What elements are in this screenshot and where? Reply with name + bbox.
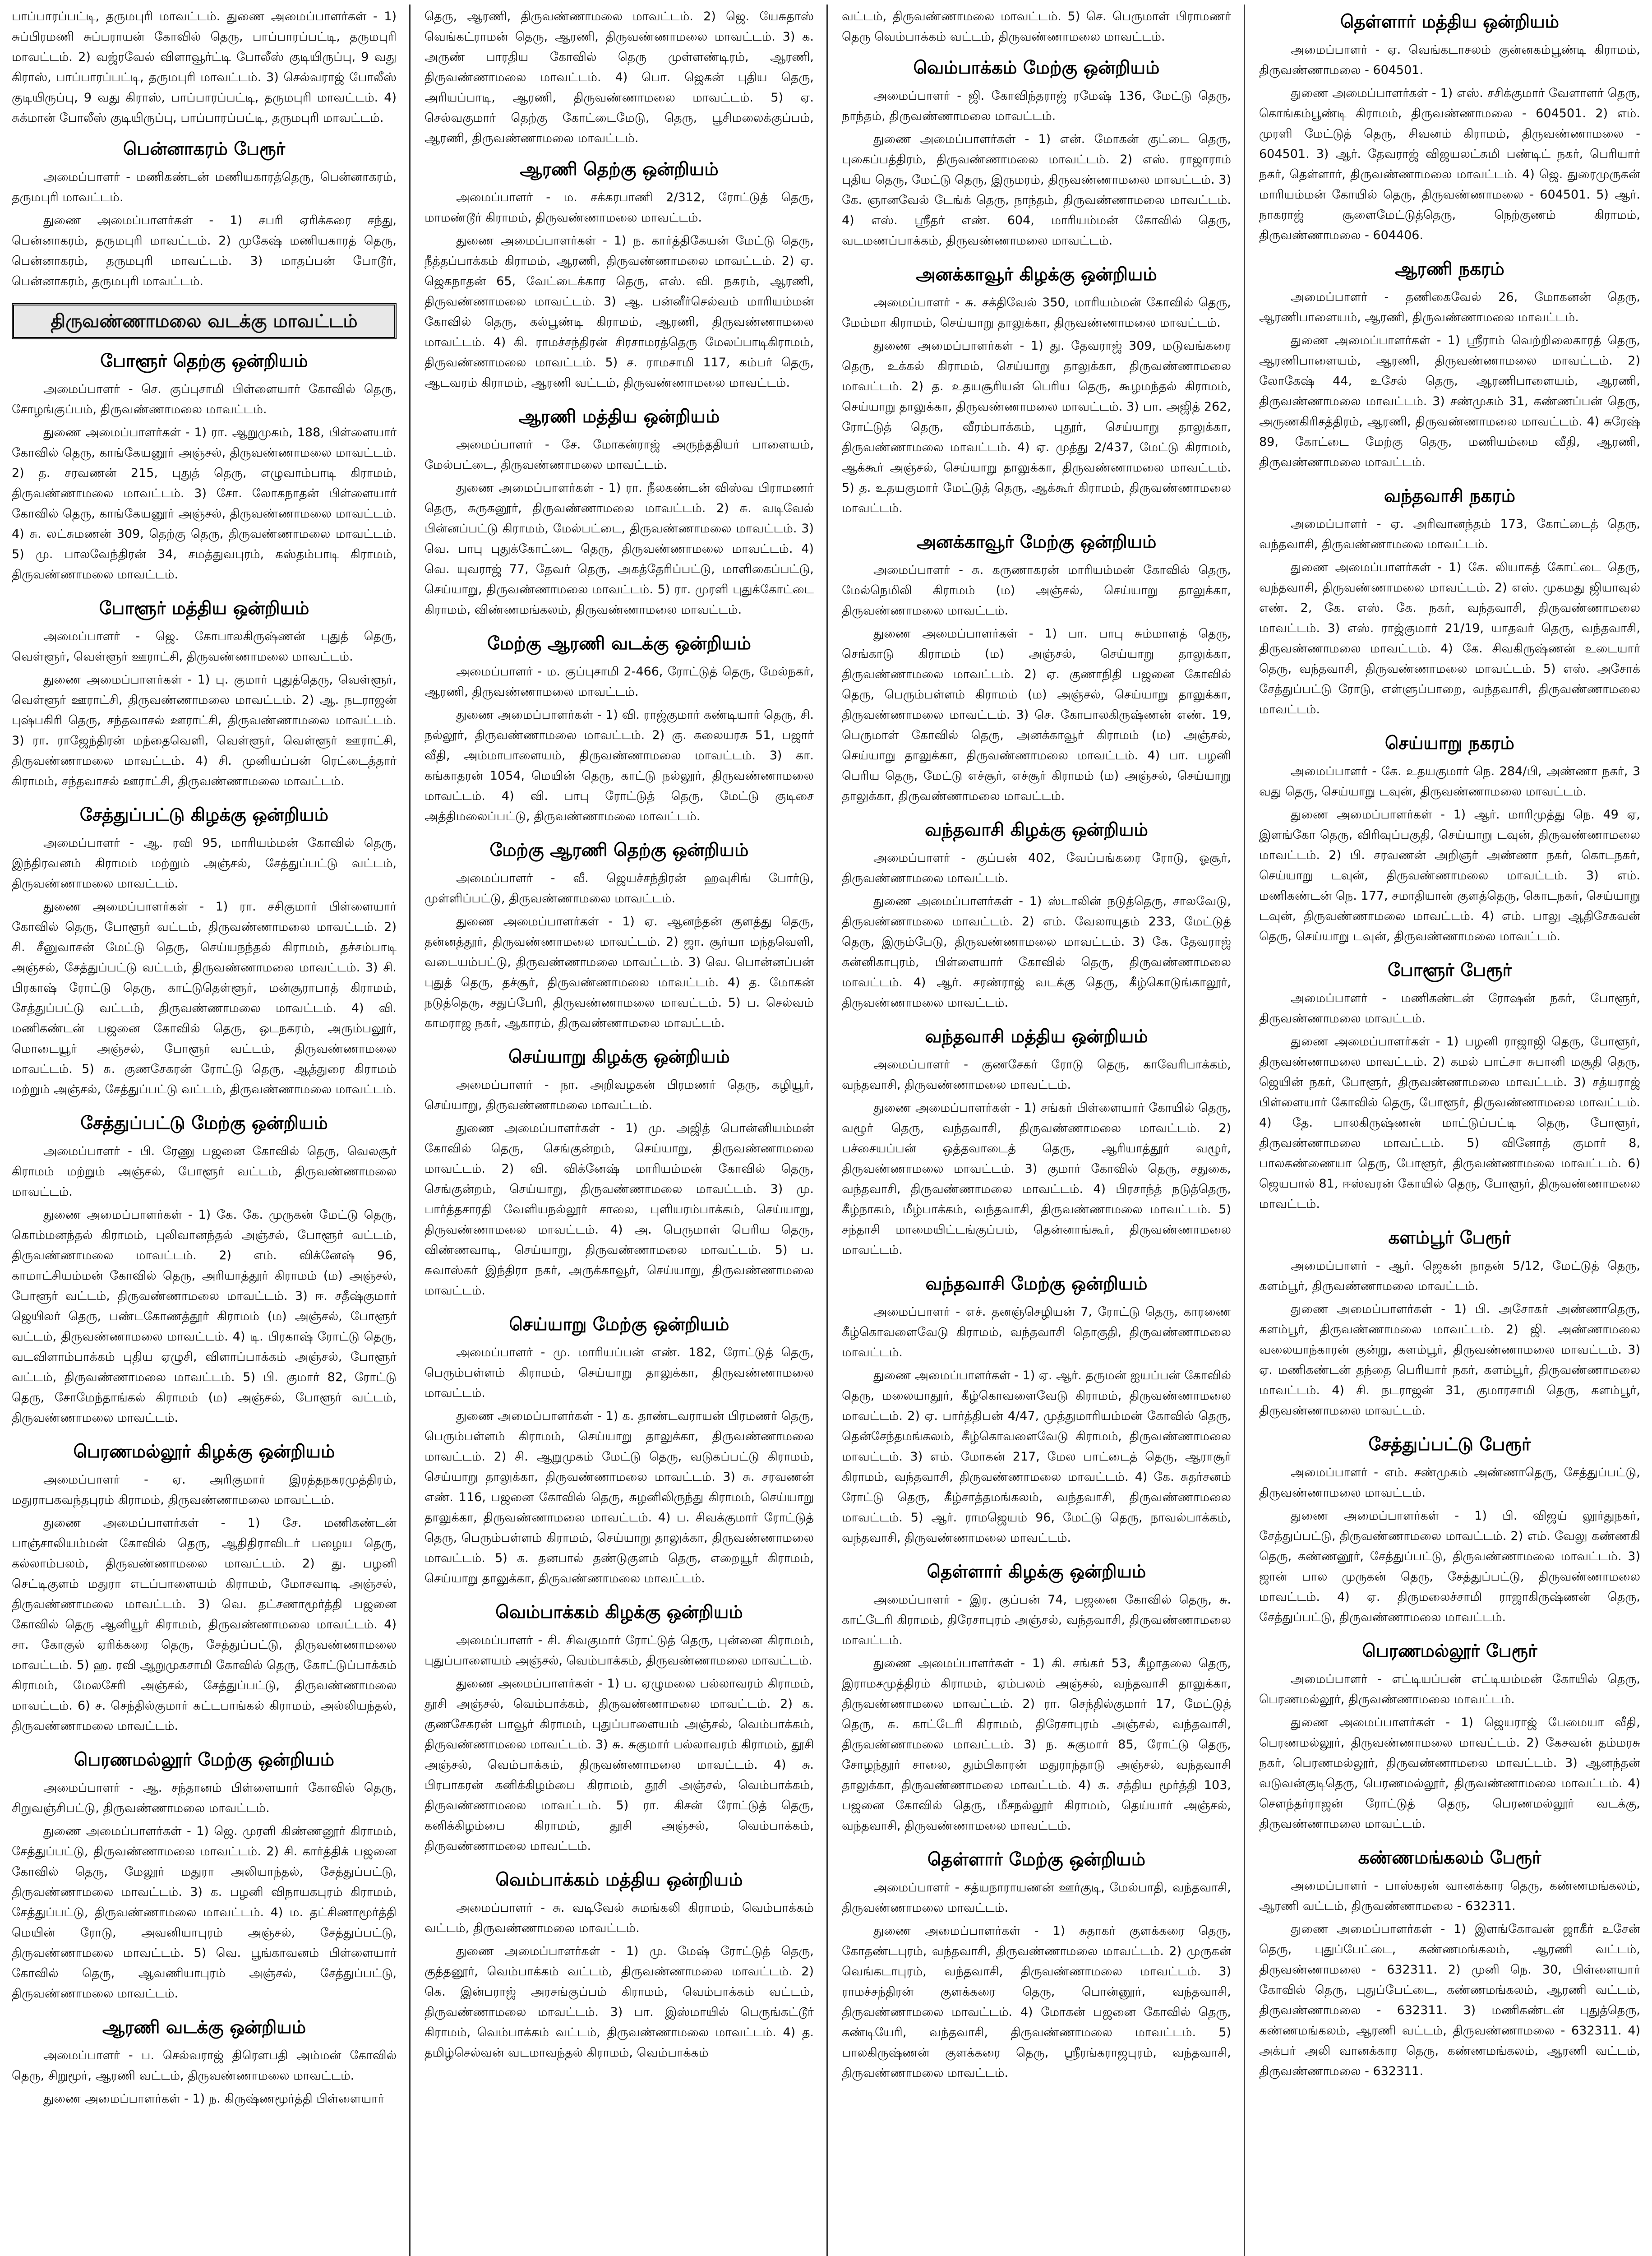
organizer-entry: அமைப்பாளர் - சு. கருணாகரன் மாரியம்மன் கோவில் தெரு, மேல்நெமிலி கிராமம் (ம) அஞ்சல், செய்யாறு தாலுக்கா, திருவண்ணாமலை மாவட்டம். [842, 563, 1231, 618]
deputy-organizers-entry: துணை அமைப்பாளர்கள் - 1) சங்கர் பிள்ளையார் கோயில் தெரு, வழூர் தெரு, வந்தவாசி, திருவண்ணாமலை மாவட்டம். 2) பச்சையப்பன் ஒத்தவாடைத் தெரு, ஆரியாத்தூர் வழூர், திருவண்ணாமலை மாவட்டம். 3) குமார் கோவில் தெரு, சதுகை, வந்தவாசி, திருவண்ணாமலை மாவட்டம். 4) பிரசாந்த் நடுத்தெரு, கீழ்நாகம், மீழ்பாக்கம், வந்தவாசி, திருவண்ணாமலை மாவட்டம். 5) சந்தாசி மாமையிட்டங்குப்பம், தென்னாங்கூர், திருவண்ணாமலை மாவட்டம். [842, 1101, 1231, 1257]
column-2 [413, 0, 826, 2256]
organizer-entry: அமைப்பாளர் - சே. மோகன்ராஜ் அருந்ததியர் பாளையம், மேல்பட்டை, திருவண்ணாமலை மாவட்டம். [425, 438, 814, 472]
union-section [425, 1313, 814, 1589]
section-heading: தெள்ளார் மேற்கு ஒன்றியம் [928, 1849, 1145, 1870]
organizer-entry: அமைப்பாளர் - சி. சிவகுமார் ரோட்டுத் தெரு, புன்னை கிராமம், புதுப்பாளையம் அஞ்சல், வெம்பாக்கம், திருவண்ணாமலை மாவட்டம். [425, 1633, 814, 1668]
union-section [425, 405, 814, 620]
deputy-organizers-entry: துணை அமைப்பாளர்கள் - 1) ஸ்டாலின் நடுத்தெரு, சாலவேடு, திருவண்ணாமலை மாவட்டம். 2) எம். வேலாயுதம் 233, மேட்டுத் தெரு, இரும்பேடு, திருவண்ணாமலை மாவட்டம். 3) கே. தேவராஜ் கன்னிகாபுரம், பிள்ளையார் கோவில் தெரு, திருவண்ணாமலை மாவட்டம். 4) ஆர். சரண்ராஜ் வடக்கு தெரு, கீழ்கொடுங்காலூர், திருவண்ணாமலை மாவட்டம். [842, 894, 1231, 1010]
section-heading: சேத்துப்பட்டு மேற்கு ஒன்றியம் [80, 1113, 328, 1133]
organizer-entry: அமைப்பாளர் - செ. குப்புசாமி பிள்ளையார் கோவில் தெரு, சோழங்குப்பம், திருவண்ணாமலை மாவட்டம். [12, 382, 397, 416]
deputy-organizers-entry: துணை அமைப்பாளர்கள் - 1) ந. கார்த்திகேயன் மேட்டு தெரு, நீத்தப்பாக்கம் கிராமம், ஆரணி, திருவண்ணாமலை மாவட்டம். 2) ஏ. ஜெகநாதன் 65, வேட்டைக்கார தெரு, எஸ். வி. நகரம், ஆரணி, திருவண்ணாமலை மாவட்டம். 3) ஆ. பன்னீர்செல்வம் மாரியம்மன் கோவில் தெரு, கல்பூண்டி கிராமம், ஆரணி, திருவண்ணாமலை மாவட்டம். 4) கி. ராமச்சந்திரன் சிரசாமரத்தெரு மேலப்பாடிகிராமம், திருவண்ணாமலை மாவட்டம். 5) ச. ராமசாமி 117, கம்பர் தெரு, ஆடவரம் கிராமம், ஆரணி வட்டம், திருவண்ணாமலை மாவட்டம். [425, 234, 814, 390]
column-divider [1244, 5, 1245, 2256]
section-heading: வெம்பாக்கம் கிழக்கு ஒன்றியம் [495, 1602, 743, 1623]
organizer-entry: அமைப்பாளர் - ஏ. அரிவானந்தம் 173, கோட்டைத் தெரு, வந்தவாசி, திருவண்ணாமலை மாவட்டம். [1259, 517, 1640, 551]
section-heading: வந்தவாசி மேற்கு ஒன்றியம் [925, 1274, 1148, 1294]
organizer-entry: அமைப்பாளர் - எம். சண்முகம் அண்ணாதெரு, சேத்துப்பட்டு, திருவண்ணாமலை மாவட்டம். [1259, 1465, 1640, 1500]
section-heading: தெள்ளார் மத்திய ஒன்றியம் [1340, 12, 1560, 32]
section-heading: செய்யாறு நகரம் [1385, 733, 1514, 754]
deputy-organizers-entry: துணை அமைப்பாளர்கள் - 1) மு. அஜித் பொன்னியம்மன் கோவில் தெரு, செங்குன்றம், செய்யாறு, திருவண்ணாமலை மாவட்டம். 2) வி. விக்னேஷ் மாரியம்மன் கோவில் தெரு, செங்குன்றம், செய்யாறு, திருவண்ணாமலை மாவட்டம். 3) மு. பார்த்தசாரதி வேளியநல்லூர் சாலை, புளியரம்பாக்கம், செய்யாறு, திருவண்ணாமலை மாவட்டம். 4) அ. பெருமாள் பெரிய தெரு, விண்ணவாடி, செய்யாறு, திருவண்ணாமலை மாவட்டம். 5) ப. சுவாஸ்கர் இந்திரா நகர், அருக்காவூர், செய்யாறு, திருவண்ணாமலை மாவட்டம். [425, 1121, 814, 1298]
organizer-entry: அமைப்பாளர் - ம. குப்புசாமி 2-466, ரோட்டுத் தெரு, மேல்நகர், ஆரணி, திருவண்ணாமலை மாவட்டம். [425, 665, 814, 699]
organizer-entry: அமைப்பாளர் - மு. மாரியப்பன் எண். 182, ரோட்டுத் தெரு, பெரும்பள்ளம் கிராமம், செய்யாறு தாலுக்கா, திருவண்ணாமலை மாவட்டம். [425, 1345, 814, 1400]
organizer-entry: அமைப்பாளர் - தணிகைவேல் 26, மோகனன் தெரு, ஆரணிபாளையம், ஆரணி, திருவண்ணாமலை மாவட்டம். [1259, 290, 1640, 324]
union-section [842, 1025, 1231, 1260]
section-heading: பெரணமல்லூர் கிழக்கு ஒன்றியம் [73, 1442, 335, 1462]
organizer-entry: அமைப்பாளர் - சு. வடிவேல் சுமங்கலி கிராமம், வெம்பாக்கம் வட்டம், திருவண்ணாமலை மாவட்டம். [425, 1901, 814, 1935]
district-heading: திருவண்ணாமலை வடக்கு மாவட்டம் [12, 303, 397, 339]
union-section [12, 137, 397, 291]
section-heading: போளூர் தெற்கு ஒன்றியம் [100, 351, 308, 371]
deputy-organizers-entry: துணை அமைப்பாளர்கள் - 1) இளங்கோவன் ஜாகீர் உசேன் தெரு, புதுப்பேட்டை, கண்ணமங்கலம், ஆரணி வட்டம், திருவண்ணாமலை - 632311. 2) முனி நெ. 30, பிள்ளையார் கோவில் தெரு, புதுப்பேட்டை, கண்ணமங்கலம், ஆரணி வட்டம், திருவண்ணாமலை - 632311. 3) மணிகண்டன் புதுத்தெரு, கண்ணமங்கலம், ஆரணி வட்டம், திருவண்ணாமலை - 632311. 4) அக்பர் அலி வானக்கார தெரு, கண்ணமங்கலம், ஆரணி வட்டம், திருவண்ணாமலை - 632311. [1259, 1922, 1640, 2078]
section-heading: பெரணமல்லூர் பேரூர் [1362, 1641, 1537, 1661]
column-3 [830, 0, 1243, 2256]
organizer-entry: அமைப்பாளர் - நா. அறிவழகன் பிரமணர் தெரு, கழியூர், செய்யாறு, திருவண்ணாமலை மாவட்டம். [425, 1078, 814, 1112]
union-section [1259, 257, 1640, 472]
organizer-entry: அமைப்பாளர் - ஏ. வெங்கடாசலம் குன்னகம்பூண்டி கிராமம், திருவண்ணாமலை - 604501. [1259, 43, 1640, 77]
union-section [12, 596, 397, 791]
section-heading: ஆரணி தெற்கு ஒன்றியம் [520, 159, 719, 180]
section-list [12, 349, 397, 2109]
section-heading: மேற்கு ஆரணி வடக்கு ஒன்றியம் [487, 633, 751, 654]
deputy-organizers-entry: துணை அமைப்பாளர்கள் - 1) து. தேவராஜ் 309, மடுவங்கரை தெரு, உக்கல் கிராமம், செய்யாறு தாலுக்கா, திருவண்ணாமலை மாவட்டம். 2) த. உதயசூரியன் பெரிய தெரு, கூழமந்தல் கிராமம், செய்யாறு தாலுக்கா, திருவண்ணாமலை மாவட்டம். 3) பா. அஜித் 262, ரோட்டுத் தெரு, வீரம்பாக்கம், புதூர், செய்யாறு தாலுக்கா, திருவண்ணாமலை மாவட்டம். 4) ஏ. முத்து 2/437, மேட்டு கிராமம், ஆக்கூர் அஞ்சல், செய்யாறு தாலுக்கா, திருவண்ணாமலை மாவட்டம். 5) த. உதயகுமார் மேட்டுத் தெரு, ஆக்கூர் கிராமம், திருவண்ணாமலை மாவட்டம். [842, 339, 1231, 515]
section-list [842, 56, 1231, 2083]
section-heading: சேத்துப்பட்டு கிழக்கு ஒன்றியம் [79, 805, 329, 825]
deputy-organizers-entry: துணை அமைப்பாளர்கள் - 1) ரா. ஆறுமுகம், 188, பிள்ளையார் கோவில் தெரு, காங்கேயனூர் அஞ்சல், திருவண்ணாமலை மாவட்டம். 2) த. சரவணன் 215, புதுத் தெரு, எழுவாம்பாடி கிராமம், திருவண்ணாமலை மாவட்டம். 3) சோ. லோகநாதன் பிள்ளையார் கோவில் தெரு, காங்கேயனூர் அஞ்சல், திருவண்ணாமலை மாவட்டம். 4) சு. லட்சுமணன் 309, தெற்கு தெரு, திருவண்ணாமலை மாவட்டம். 5) மு. பாலவேந்திரன் 34, சமத்துவபுரம், கஸ்தம்பாடி கிராமம், திருவண்ணாமலை மாவட்டம். [12, 425, 397, 582]
organizer-entry: அமைப்பாளர் - மணிகண்டன் மணியகாரத்தெரு, பென்னாகரம், தருமபுரி மாவட்டம். [12, 170, 397, 204]
union-section [425, 838, 814, 1033]
section-heading: போளூர் மத்திய ஒன்றியம் [99, 598, 309, 619]
deputy-organizers-entry: துணை அமைப்பாளர்கள் - 1) பி. விஜய் லூர்துநகர், சேத்துப்பட்டு, திருவண்ணாமலை மாவட்டம். 2) எம். வேலு கண்ணகி தெரு, கண்ணனூர், சேத்துப்பட்டு, திருவண்ணாமலை மாவட்டம். 3) ஜான் பால முருகன் தெரு, சேத்துப்பட்டு, திருவண்ணாமலை மாவட்டம். 4) ஏ. திருமலைச்சாமி ராஜாகிருஷ்ணன் தெரு, சேத்துப்பட்டு, திருவண்ணாமலை மாவட்டம். [1259, 1509, 1640, 1624]
deputy-organizers-entry: துணை அமைப்பாளர்கள் - 1) க. தாண்டவராயன் பிரமணர் தெரு, பெரும்பள்ளம் கிராமம், செய்யாறு தாலுக்கா, திருவண்ணாமலை மாவட்டம். 2) சி. ஆறுமுகம் மேட்டு தெரு, வடுகப்பட்டு கிராமம், செய்யாறு தாலுக்கா, திருவண்ணாமலை மாவட்டம். 3) சு. சரவணன் எண். 116, பஜனை கோவில் தெரு, சுழனிலிருந்து கிராமம், செய்யாறு தாலுக்கா, திருவண்ணாமலை மாவட்டம். 4) ப. சிவக்குமார் ரோட்டுத் தெரு, பெரும்பள்ளம் கிராமம், செய்யாறு தாலுக்கா, திருவண்ணாமலை மாவட்டம். 5) க. தனபால் தண்டுகுளம் தெரு, எறையூர் கிராமம், செய்யாறு தாலுக்கா, திருவண்ணாமலை மாவட்டம். [425, 1409, 814, 1586]
union-section [1259, 484, 1640, 720]
section-list [12, 137, 397, 291]
deputy-organizers-entry: துணை அமைப்பாளர்கள் - 1) பா. பாபு சும்மாளத் தெரு, செங்காடு கிராமம் (ம) அஞ்சல், செய்யாறு தாலுக்கா, திருவண்ணாமலை மாவட்டம். 2) ஏ. குணாநிதி பஜனை கோவில் தெரு, பெரும்பள்ளம் கிராமம் (ம) அஞ்சல், செய்யாறு தாலுக்கா, திருவண்ணாமலை மாவட்டம். 3) செ. கோபாலகிருஷ்ணன் எண். 19, பெருமாள் கோவில் தெரு, அனக்காவூர் கிராமம் (ம) அஞ்சல், செய்யாறு தாலுக்கா, திருவண்ணாமலை மாவட்டம். 4) பா. பழனி பெரிய தெரு, மேட்டு எச்சூர், எச்சூர் கிராமம் (ம) அஞ்சல், செய்யாறு தாலுக்கா, திருவண்ணாமலை மாவட்டம். [842, 627, 1231, 803]
organizer-entry: அமைப்பாளர் - மணிகண்டன் ரோஷன் நகர், போளூர், திருவண்ணாமலை மாவட்டம். [1259, 991, 1640, 1026]
deputy-organizers-entry: துணை அமைப்பாளர்கள் - 1) கே. லியாகத் கோட்டை தெரு, வந்தவாசி, திருவண்ணாமலை மாவட்டம். 2) எஸ். முகமது ஜியாவுல் எண். 2, கே. எஸ். கே. நகர், வந்தவாசி, திருவண்ணாமலை மாவட்டம். 3) எஸ். ராஜ்குமார் 21/19, யாதவர் தெரு, வந்தவாசி, திருவண்ணாமலை மாவட்டம். 4) கே. சிவகிருஷ்ணன் உடையார் தெரு, வந்தவாசி, திருவண்ணாமலை மாவட்டம். 5) எஸ். அசோக் சேத்துப்பட்டு ரோடு, எள்ளுப்பாறை, வந்தவாசி, திருவண்ணாமலை மாவட்டம். [1259, 560, 1640, 717]
section-heading: போளூர் பேரூர் [1388, 960, 1512, 980]
union-section [12, 349, 397, 585]
deputy-organizers-entry: துணை அமைப்பாளர்கள் - 1) சுதாகர் குளக்கரை தெரு, கோதண்டபுரம், வந்தவாசி, திருவண்ணாமலை மாவட்டம். 2) முருகன் வெங்கடாபுரம், வந்தவாசி, திருவண்ணாமலை மாவட்டம். 3) ராமச்சந்திரன் குளக்கரை தெரு, பொன்னூர், வந்தவாசி, திருவண்ணாமலை மாவட்டம். 4) மோகன் பஜனை கோவில் தெரு, கண்டியேரி, வந்தவாசி, திருவண்ணாமலை மாவட்டம். 5) பாலகிருஷ்ணன் குளக்கரை தெரு, ஸ்ரீரங்கராஜபுரம், வந்தவாசி, திருவண்ணாமலை மாவட்டம். [842, 1924, 1231, 2080]
union-section [1259, 1226, 1640, 1421]
union-section [1259, 1433, 1640, 1627]
deputy-organizers-entry: துணை அமைப்பாளர்கள் - 1) மு. மேஷ் ரோட்டுத் தெரு, குத்தனூர், வெம்பாக்கம் வட்டம், திருவண்ணாமலை மாவட்டம். 2) கெ. இன்பராஜ் அரசங்குப்பம் கிராமம், வெம்பாக்கம் வட்டம், திருவண்ணாமலை மாவட்டம். 3) பா. இஸ்மாயில் பெருங்கட்டூர் கிராமம், வெம்பாக்கம் வட்டம், திருவண்ணாமலை மாவட்டம். 4) த. தமிழ்செல்வன் வடமாவந்தல் கிராமம், வெம்பாக்கம் [425, 1944, 814, 2060]
deputy-organizers-entry: துணை அமைப்பாளர்கள் - 1) ஆர். மாரிமுத்து நெ. 49 ஏ, இளங்கோ தெரு, விரிவுப்பகுதி, செய்யாறு டவுன், திருவண்ணாமலை மாவட்டம். 2) பி. சரவணன் அறிஞர் அண்ணா நகர், கொடநகர், செய்யாறு டவுன், திருவண்ணாமலை மாவட்டம். 3) எம். மணிகண்டன் நெ. 177, சமாதியான் குளத்தெரு, கொடநகர், செய்யாறு டவுன், திருவண்ணாமலை மாவட்டம். 4) எம். பாலு ஆதிசேகவன் தெரு, செய்யாறு டவுன், திருவண்ணாமலை மாவட்டம். [1259, 808, 1640, 943]
union-section [842, 263, 1231, 518]
section-list [1259, 10, 1640, 2081]
organizer-entry: அமைப்பாளர் - சு. சக்திவேல் 350, மாரியம்மன் கோவில் தெரு, மேம்மா கிராமம், செய்யாறு தாலுக்கா, திருவண்ணாமலை மாவட்டம். [842, 296, 1231, 330]
deputy-organizers-entry: துணை அமைப்பாளர்கள் - 1) ஜெயராஜ் பேமையா வீதி, பெரணமல்லூர், திருவண்ணாமலை மாவட்டம். 2) கேசவன் தம்மரசு நகர், பெரணமல்லூர், திருவண்ணாமலை மாவட்டம். 3) ஆனந்தன் வடுவன்குடிதெரு, பெரணமல்லூர், திருவண்ணாமலை மாவட்டம். 4) சௌந்தர்ராஜன் ரோட்டுத் தெரு, பெரணமல்லூர் வடக்கு, திருவண்ணாமலை மாவட்டம். [1259, 1715, 1640, 1831]
union-section [425, 632, 814, 827]
section-heading: மேற்கு ஆரணி தெற்கு ஒன்றியம் [489, 840, 749, 860]
union-section [842, 1272, 1231, 1548]
section-heading: பென்னாகரம் பேரூர் [123, 139, 286, 159]
continued-text: வட்டம், திருவண்ணாமலை மாவட்டம். 5) செ. பெருமாள் பிராமணர் தெரு வெம்பாக்கம் வட்டம், திருவண்ணாமலை மாவட்டம். [842, 9, 1231, 44]
organizer-entry: அமைப்பாளர் - எச். தனஞ்செழியன் 7, ரோட்டு தெரு, காரணை கீழ்கொவளைவேடு கிராமம், வந்தவாசி தொகுதி, திருவண்ணாமலை மாவட்டம். [842, 1305, 1231, 1359]
union-section [842, 56, 1231, 251]
deputy-organizers-entry: துணை அமைப்பாளர்கள் - 1) ஏ. ஆனந்தன் குளத்து தெரு, தன்னத்தூர், திருவண்ணாமலை மாவட்டம். 2) ஜா. சூர்யா மந்தவெளி, வடையம்பட்டு, திருவண்ணாமலை மாவட்டம். 3) வெ. பொன்னப்பன் புதுத் தெரு, தச்சூர், திருவண்ணாமலை மாவட்டம். 4) த. மோகன் நடுத்தெரு, சதுப்பேரி, திருவண்ணாமலை மாவட்டம். 5) ப. செல்வம் காமராஜ நகர், ஆகாரம், திருவண்ணாமலை மாவட்டம். [425, 915, 814, 1030]
union-section [425, 157, 814, 393]
deputy-organizers-entry: துணை அமைப்பாளர்கள் - 1) பி. அசோகர் அண்ணாதெரு, களம்பூர், திருவண்ணாமலை மாவட்டம். 2) ஜி. அண்ணாமலை வலையாந்காரன் குன்று, களம்பூர், திருவண்ணாமலை மாவட்டம். 3) ஏ. மணிகண்டன் தந்தை பெரியார் நகர், களம்பூர், திருவண்ணாமலை மாவட்டம். 4) சி. நடராஜன் 31, குமாரசாமி தெரு, களம்பூர், திருவண்ணாமலை மாவட்டம். [1259, 1302, 1640, 1418]
union-section [842, 530, 1231, 806]
section-heading: வந்தவாசி மத்திய ஒன்றியம் [925, 1026, 1148, 1047]
organizer-entry: அமைப்பாளர் - பி. ரேணு பஜனை கோவில் தெரு, வெலசூர் கிராமம் மற்றும் அஞ்சல், போளூர் வட்டம், திருவண்ணாமலை மாவட்டம். [12, 1144, 397, 1199]
deputy-organizers-entry: துணை அமைப்பாளர்கள் - 1) ந. கிருஷ்ணமூர்த்தி பிள்ளையார் [43, 2092, 384, 2106]
continued-text: தெரு, ஆரணி, திருவண்ணாமலை மாவட்டம். 2) ஜெ. யேசுதாஸ் வெங்கட்ராமன் தெரு, ஆரணி, திருவண்ணாமலை மாவட்டம். 3) க. அருண் பாரதிய கோவில் தெரு முள்ளண்டிரம், ஆரணி, திருவண்ணாமலை மாவட்டம். 4) பொ. ஜெகன் புதிய தெரு, அரியப்பாடி, ஆரணி, திருவண்ணாமலை மாவட்டம். 5) ஏ. செல்வகுமார் தெற்கு கோட்டைமேடு, தெரு, பூசிமலைக்குப்பம், ஆரணி, திருவண்ணாமலை மாவட்டம். [425, 9, 814, 145]
organizer-entry: அமைப்பாளர் - சத்யநாராயணன் ஊர்குடி, மேல்பாதி, வந்தவாசி, திருவண்ணாமலை மாவட்டம். [842, 1881, 1231, 1915]
organizer-entry: அமைப்பாளர் - பாஸ்கரன் வானக்கார தெரு, கண்ணமங்கலம், ஆரணி வட்டம், திருவண்ணாமலை - 632311. [1259, 1879, 1640, 1913]
organizer-entry: அமைப்பாளர் - ம. சக்கரபாணி 2/312, ரோட்டுத் தெரு, மாமண்டூர் கிராமம், திருவண்ணாமலை மாவட்டம். [425, 190, 814, 225]
organizer-entry: அமைப்பாளர் - குப்பன் 402, வேப்பங்கரை ரோடு, ஓசூர், திருவண்ணாமலை மாவட்டம். [842, 851, 1231, 885]
continued-text: பாப்பாரப்பட்டி, தருமபுரி மாவட்டம். துணை அமைப்பாளர்கள் - 1) சுப்பிரமணி சுப்பராயன் கோவில் தெரு, பாப்பாரப்பட்டி, தருமபுரி மாவட்டம். 2) வஜ்ரவேல் விளாவூர்ட்டி போலீஸ் குடியிருப்பு, 9 வது கிராஸ், பாப்பாரப்பட்டி, தருமபுரி மாவட்டம். 3) செல்வராஜ் போலீஸ் குடியிருப்பு, 9 வது கிராஸ், பாப்பாரப்பட்டி, தருமபுரி மாவட்டம். 4) சுக்மான் போலீஸ் குடியிருப்பு, பாப்பாரப்பட்டி, தருமபுரி மாவட்டம். [12, 9, 397, 125]
column-divider [409, 5, 411, 2256]
deputy-organizers-entry: துணை அமைப்பாளர்கள் - 1) சே. மணிகண்டன் பாஞ்சாலியம்மன் கோவில் தெரு, ஆதிதிராவிடர் பழைய தெரு, கல்லாம்பலம், திருவண்ணாமலை மாவட்டம். 2) து. பழனி செட்டிகுளம் மதுரா எடப்பாளையம் கிராமம், மோசவாடி அஞ்சல், திருவண்ணாமலை மாவட்டம். 3) வெ. தட்சணாமூர்த்தி பஜனை கோவில் தெரு ஆனியூர் கிராமம், திருவண்ணாமலை மாவட்டம். 4) சா. கோகுல் ஏரிக்கரை தெரு, சேத்துப்பட்டு, திருவண்ணாமலை மாவட்டம். 5) ஹ. ரவி ஆறுமுகசாமி கோவில் தெரு, கோட்டுப்பாக்கம் கிராமம், மேலசேரி அஞ்சல், சேத்துப்பட்டு, திருவண்ணாமலை மாவட்டம். 6) ச. செந்தில்குமார் கட்டபாங்கல் கிராமம், அல்லியந்தல், திருவண்ணாமலை மாவட்டம். [12, 1516, 397, 1733]
section-heading: அனக்காவூர் மேற்கு ஒன்றியம் [916, 532, 1157, 552]
deputy-organizers-entry: துணை அமைப்பாளர்கள் - 1) சபரி ஏரிக்கரை சந்து, பென்னாகரம், தருமபுரி மாவட்டம். 2) முகேஷ் மணியகாரத் தெரு, பென்னாகரம், தருமபுரி மாவட்டம். 3) மாதப்பன் போடூர், பென்னாகரம், தருமபுரி மாவட்டம். [12, 213, 397, 288]
organizer-entry: அமைப்பாளர் - வீ. ஜெயச்சந்திரன் ஹவுசிங் போர்டு, முள்ளிப்பட்டு, திருவண்ணாமலை மாவட்டம். [425, 871, 814, 906]
section-list [425, 157, 814, 2063]
union-section [12, 1748, 397, 2004]
union-section [842, 1848, 1231, 2083]
organizer-entry: அமைப்பாளர் - கே. உதயகுமார் நெ. 284/பி, அண்ணா நகர், 3 வது தெரு, செய்யாறு டவுன், திருவண்ணாமலை மாவட்டம். [1259, 764, 1640, 799]
section-heading: செய்யாறு மேற்கு ஒன்றியம் [509, 1314, 729, 1335]
deputy-organizers-entry: துணை அமைப்பாளர்கள் - 1) ஜெ. முரளி கிண்ணனூர் கிராமம், சேத்துப்பட்டு, திருவண்ணாமலை மாவட்டம். 2) சி. கார்த்திக் பஜனை கோவில் தெரு, மேலூர் மதுரா அலியாந்தல், சேத்துப்பட்டு, திருவண்ணாமலை மாவட்டம். 3) க. பழனி விநாயகபுரம் கிராமம், சேத்துப்பட்டு, திருவண்ணாமலை மாவட்டம். 4) ம. தட்சிணாமூர்த்தி மெயின் ரோடு, அவனியாபுரம் அஞ்சல், சேத்துப்பட்டு, திருவண்ணாமலை மாவட்டம். 5) வெ. பூங்காவனம் பிள்ளையார் கோவில் தெரு, ஆவணியாபுரம் அஞ்சல், சேத்துப்பட்டு, திருவண்ணாமலை மாவட்டம். [12, 1824, 397, 2001]
section-heading: அனக்காவூர் கிழக்கு ஒன்றியம் [916, 264, 1157, 285]
deputy-organizers-entry: துணை அமைப்பாளர்கள் - 1) கி. சங்கர் 53, கீழாதலை தெரு, இராமசமுத்திரம் கிராமம், ஏம்பலம் அஞ்சல், வந்தவாசி தாலுக்கா, திருவண்ணாமலை மாவட்டம். 2) ரா. செந்தில்குமார் 17, மேட்டுத் தெரு, சு. காட்டேரி கிராமம், திரேசாபுரம் அஞ்சல், வந்தவாசி, திருவண்ணாமலை மாவட்டம். 3) ந. சுகுமார் 85, ரோட்டு தெரு, சோழந்தூர் சாலை, தும்பிகாரன் மதுராந்தாடு அஞ்சல், வந்தவாசி தாலுக்கா, திருவண்ணாமலை மாவட்டம். 4) சு. சத்திய மூர்த்தி 103, பஜனை கோவில் தெரு, மீசநல்லூர் கிராமம், தெய்யார் அஞ்சல், வந்தவாசி, திருவண்ணாமலை மாவட்டம். [842, 1656, 1231, 1833]
section-heading: வந்தவாசி கிழக்கு ஒன்றியம் [925, 820, 1148, 840]
section-heading: ஆரணி மத்திய ஒன்றியம் [518, 407, 720, 427]
organizer-entry: அமைப்பாளர் - எட்டியப்பன் எட்டியம்மன் கோயில் தெரு, பெரணமல்லூர், திருவண்ணாமலை மாவட்டம். [1259, 1672, 1640, 1706]
organizer-entry: அமைப்பாளர் - ஜெ. கோபாலகிருஷ்ணன் புதுத் தெரு, வெள்ளூர், வெள்ளூர் ஊராட்சி, திருவண்ணாமலை மாவட்டம். [12, 629, 397, 664]
union-section [12, 2016, 397, 2109]
union-section [1259, 731, 1640, 947]
deputy-organizers-entry: துணை அமைப்பாளர்கள் - 1) பு. குமார் புதுத்தெரு, வெள்ளூர், வெள்ளூர் ஊராட்சி, திருவண்ணாமலை மாவட்டம். 2) ஆ. நடராஜன் புஷ்பகிரி தெரு, சந்தவாசல் ஊராட்சி, திருவண்ணாமலை மாவட்டம். 3) ரா. ராஜேந்திரன் மந்தைவெளி, வெள்ளூர், வெள்ளூர் ஊராட்சி, திருவண்ணாமலை மாவட்டம். 4) சி. முனியப்பன் ரெட்டைத்தார் கிராமம், சந்தவாசல் ஊராட்சி, திருவண்ணாமலை மாவட்டம். [12, 673, 397, 788]
union-section [842, 818, 1231, 1013]
union-section [1259, 10, 1640, 245]
union-section [1259, 958, 1640, 1214]
section-heading: தெள்ளார் கிழக்கு ஒன்றியம் [927, 1562, 1146, 1582]
union-section [842, 1560, 1231, 1836]
section-heading: வெம்பாக்கம் மத்திய ஒன்றியம் [495, 1870, 743, 1890]
deputy-organizers-entry: துணை அமைப்பாளர்கள் - 1) கே. கே. முருகன் மேட்டு தெரு, கொம்மனந்தல் கிராமம், புலிவானந்தல் அஞ்சல், போளூர் வட்டம், திருவண்ணாமலை மாவட்டம். 2) எம். விக்னேஷ் 96, காமாட்சியம்மன் கோவில் தெரு, அரியாத்தூர் கிராமம் (ம) அஞ்சல், போளூர் வட்டம், திருவண்ணாமலை மாவட்டம். 3) ஈ. சதீஷ்குமார் ஜெயிலர் தெரு, பண்டகோணத்தூர் கிராமம் (ம) அஞ்சல், போளூர் வட்டம், திருவண்ணாமலை மாவட்டம். 4) டி. பிரகாஷ் ரோட்டு தெரு, வடவிளாம்பாக்கம் புதிய ஏழுசி, விளாப்பாக்கம் அஞ்சல், போளூர் வட்டம், திருவண்ணாமலை மாவட்டம். 5) பி. குமார் 82, ரோட்டு தெரு, சோமேந்தாங்கல் கிராமம் (ம) அஞ்சல், போளூர் வட்டம், திருவண்ணாமலை மாவட்டம். [12, 1208, 397, 1425]
section-heading: கண்ணமங்கலம் பேரூர் [1358, 1848, 1541, 1868]
organizer-entry: அமைப்பாளர் - குணசேகர் ரோடு தெரு, காவேரிபாக்கம், வந்தவாசி, திருவண்ணாமலை மாவட்டம். [842, 1058, 1231, 1092]
deputy-organizers-entry: துணை அமைப்பாளர்கள் - 1) வி. ராஜ்குமார் கண்டியார் தெரு, சி. நல்லூர், திருவண்ணாமலை மாவட்டம். 2) கு. கலையரசு 51, பஜார் வீதி, அம்மாபாளையம், திருவண்ணாமலை மாவட்டம். 3) கா. கங்காதரன் 1054, மெயின் தெரு, காட்டு நல்லூர், திருவண்ணாமலை மாவட்டம். 4) வி. பாபு ரோட்டுத் தெரு, மேட்டு குடிசை அத்திமலைப்பட்டு, திருவண்ணாமலை மாவட்டம். [425, 708, 814, 823]
organizer-entry: அமைப்பாளர் - இர. குப்பன் 74, பஜனை கோவில் தெரு, சு. காட்டேரி கிராமம், திரேசாபுரம் அஞ்சல், வந்தவாசி, திருவண்ணாமலை மாவட்டம். [842, 1593, 1231, 1647]
union-section [12, 1440, 397, 1736]
section-heading: ஆரணி நகரம் [1395, 259, 1504, 279]
section-heading: வந்தவாசி நகரம் [1384, 486, 1516, 506]
union-section [425, 1045, 814, 1301]
organizer-entry: அமைப்பாளர் - ஏ. அரிகுமார் இரத்தநகரமுத்திரம், மதுராபகவந்தபுரம் கிராமம், திருவண்ணாமலை மாவட்டம். [12, 1473, 397, 1507]
organizer-entry: அமைப்பாளர் - ஆ. சந்தானம் பிள்ளையார் கோவில் தெரு, சிறுவஞ்சிபட்டு, திருவண்ணாமலை மாவட்டம். [12, 1781, 397, 1815]
union-section [1259, 1639, 1640, 1834]
organizer-entry: அமைப்பாளர் - ஆர். ஜெகன் நாதன் 5/12, மேட்டுத் தெரு, களம்பூர், திருவண்ணாமலை மாவட்டம். [1259, 1259, 1640, 1293]
deputy-organizers-entry: துணை அமைப்பாளர்கள் - 1) பழனி ராஜாஜி தெரு, போளூர், திருவண்ணாமலை மாவட்டம். 2) கமல் பாட்சா சுபானி மசூதி தெரு, ஜெயின் நகர், போளூர், திருவண்ணாமலை மாவட்டம். 3) சத்யராஜ் பிள்ளையார் கோவில் தெரு, போளூர், திருவண்ணாமலை மாவட்டம். 4) தே. பாலகிருஷ்ணன் மாட்டுப்பட்டி தெரு, போளூர், திருவண்ணாமலை மாவட்டம். 5) வினோத் குமார் 8, பாலகண்ணையா தெரு, போளூர், திருவண்ணாமலை மாவட்டம். 6) ஜெயபால் 81, ஈஸ்வரன் கோயில் தெரு, போளூர், திருவண்ணாமலை மாவட்டம். [1259, 1035, 1640, 1211]
column-divider [826, 5, 828, 2256]
deputy-organizers-entry: துணை அமைப்பாளர்கள் - 1) ரா. சசிகுமார் பிள்ளையார் கோவில் தெரு, போளூர் வட்டம், திருவண்ணாமலை மாவட்டம். 2) சி. சீனுவாசன் மேட்டு தெரு, செய்யநந்தல் கிராமம், தச்சம்பாடி அஞ்சல், சேத்துப்பட்டு வட்டம், திருவண்ணாமலை மாவட்டம். 3) சி. பிரகாஷ் ரோட்டு தெரு, காட்டுதெள்ளூர், மன்சூராபாத் கிராமம், சேத்துப்பட்டு வட்டம், திருவண்ணாமலை மாவட்டம். 4) வி. மணிகண்டன் பஜனை கோவில் தெரு, ஒடநகரம், அரும்பலூர், மொடையூர் அஞ்சல், போளூர் வட்டம், திருவண்ணாமலை மாவட்டம். 5) சு. குணசேகரன் ரோட்டு தெரு, ஆத்துரை கிராமம் மற்றும் அஞ்சல், சேத்துப்பட்டு வட்டம், திருவண்ணாமலை மாவட்டம். [12, 900, 397, 1096]
union-section [12, 803, 397, 1100]
deputy-organizers-entry: துணை அமைப்பாளர்கள் - 1) என். மோகன் குட்டை தெரு, புகைப்பத்திரம், திருவண்ணாமலை மாவட்டம். 2) எஸ். ராஜாராம் புதிய தெரு, மேட்டு தெரு, இருமரம், திருவண்ணாமலை மாவட்டம். 3) கே. ஞானவேல் டேங்க் தெரு, நாந்தம், திருவண்ணாமலை மாவட்டம். 4) எஸ். ஸ்ரீதர் எண். 604, மாரியம்மன் கோவில் தெரு, வடமணப்பாக்கம், திருவண்ணாமலை மாவட்டம். [842, 132, 1231, 248]
section-heading: வெம்பாக்கம் மேற்கு ஒன்றியம் [913, 58, 1160, 78]
union-section [425, 1600, 814, 1856]
deputy-organizers-entry: துணை அமைப்பாளர்கள் - 1) ப. ஏழுமலை பல்லாவரம் கிராமம், தூசி அஞ்சல், வெம்பாக்கம், திருவண்ணாமலை மாவட்டம். 2) க. குணசேகரன் பாவூர் கிராமம், புதுப்பாளையம் அஞ்சல், வெம்பாக்கம், திருவண்ணாமலை மாவட்டம். 3) சு. சுகுமார் பல்லாவரம் கிராமம், தூசி அஞ்சல், வெம்பாக்கம், திருவண்ணாமலை மாவட்டம். 4) சு. பிரபாகரன் கனிக்கிழம்பை கிராமம், தூசி அஞ்சல், வெம்பாக்கம், திருவண்ணாமலை மாவட்டம். 5) ரா. கிசன் ரோட்டுத் தெரு, கனிக்கிழம்பை கிராமம், தூசி அஞ்சல், வெம்பாக்கம், திருவண்ணாமலை மாவட்டம். [425, 1677, 814, 1853]
section-heading: செய்யாறு கிழக்கு ஒன்றியம் [508, 1047, 730, 1067]
column-1 [0, 0, 408, 2256]
organizer-entry: அமைப்பாளர் - ஜி. கோவிந்தராஜ் ரமேஷ் 136, மேட்டு தெரு, நாந்தம், திருவண்ணாமலை மாவட்டம். [842, 89, 1231, 123]
organizer-entry: அமைப்பாளர் - ப. செல்வராஜ் திரௌபதி அம்மன் கோவில் தெரு, சிறுமூர், ஆரணி வட்டம், திருவண்ணாமலை மாவட்டம். [12, 2048, 397, 2083]
section-heading: சேத்துப்பட்டு பேரூர் [1368, 1434, 1531, 1455]
section-heading: பெரணமல்லூர் மேற்கு ஒன்றியம் [74, 1750, 335, 1770]
union-section [425, 1868, 814, 2063]
section-heading: ஆரணி வடக்கு ஒன்றியம் [102, 2017, 306, 2038]
organizer-entry: அமைப்பாளர் - ஆ. ரவி 95, மாரியம்மன் கோவில் தெரு, இந்திரவனம் கிராமம் மற்றும் அஞ்சல், சேத்துப்பட்டு வட்டம், திருவண்ணாமலை மாவட்டம். [12, 836, 397, 891]
section-heading: களம்பூர் பேரூர் [1388, 1228, 1511, 1248]
column-4 [1247, 0, 1652, 2256]
deputy-organizers-entry: துணை அமைப்பாளர்கள் - 1) ஏ. ஆர். தருமன் ஐயப்பன் கோவில் தெரு, மலையாதூர், கீழ்கொவளைவேடு கிராமம், திருவண்ணாமலை மாவட்டம். 2) ஏ. பார்த்திபன் 4/47, முத்துமாரியம்மன் கோவில் தெரு, தென்சேந்தமங்கலம், கீழ்கொவளைவேடு கிராமம், திருவண்ணாமலை மாவட்டம். 3) எம். மோகன் 217, மேல பாட்டைத் தெரு, ஆராசூர் கிராமம், வந்தவாசி, திருவண்ணாமலை மாவட்டம். 4) கே. சுதர்சனம் ரோட்டு தெரு, கீழ்சாத்தமங்கலம், வந்தவாசி, திருவண்ணாமலை மாவட்டம். 5) ஆர். ராமஜெயம் 96, மேட்டு தெரு, நாவல்பாக்கம், வந்தவாசி, திருவண்ணாமலை மாவட்டம். [842, 1368, 1231, 1545]
union-section [12, 1111, 397, 1428]
deputy-organizers-entry: துணை அமைப்பாளர்கள் - 1) ரா. நீலகண்டன் விஸ்வ பிராமணர் தெரு, சுருகனூர், திருவண்ணாமலை மாவட்டம். 2) சு. வடிவேல் பின்னப்பட்டு கிராமம், மேல்பட்டை, திருவண்ணாமலை மாவட்டம். 3) வெ. பாபு புதுக்கோட்டை தெரு, திருவண்ணாமலை மாவட்டம். 4) வெ. யுவராஜ் 77, தேவர் தெரு, அகத்தேரிப்பட்டு, மாளிகைப்பட்டு, செய்யாறு, திருவண்ணாமலை மாவட்டம். 5) ரா. முரளி புதுக்கோட்டை கிராமம், விண்ணமங்கலம், திருவண்ணாமலை மாவட்டம். [425, 481, 814, 617]
deputy-organizers-entry: துணை அமைப்பாளர்கள் - 1) எஸ். சசிக்குமார் வேளாளர் தெரு, கொங்கம்பூண்டி கிராமம், திருவண்ணாமலை - 604501. 2) எம். முரளி மேட்டுத் தெரு, சிவனம் கிராமம், திருவண்ணாமலை - 604501. 3) ஆர். தேவராஜ் விஜயலட்சுமி பண்டிட் நகர், பெரியார் நகர், தெள்ளார், திருவண்ணாமலை மாவட்டம். 4) ஜெ. துரைமுருகன் மாரியம்மன் கோயில் தெரு, திருவண்ணாமலை - 604501. 5) ஆர். நாகராஜ் சூளைமேட்டுத்தெரு, நெற்குணம் கிராமம், திருவண்ணாமலை - 604406. [1259, 86, 1640, 242]
deputy-organizers-entry: துணை அமைப்பாளர்கள் - 1) ஸ்ரீராம் வெற்றிலைகாரத் தெரு, ஆரணிபாளையம், ஆரணி, திருவண்ணாமலை மாவட்டம். 2) லோகேஷ் 44, உசேல் தெரு, ஆரணிபாளையம், ஆரணி, திருவண்ணாமலை மாவட்டம். 3) சண்முகம் 31, கண்ணப்பன் தெரு, அருணகிரிசத்திரம், ஆரணி, திருவண்ணாமலை மாவட்டம். 4) சுரேஷ் 89, கோட்டை மேற்கு தெரு, மணியம்மை வீதி, ஆரணி, திருவண்ணாமலை மாவட்டம். [1259, 333, 1640, 469]
union-section [1259, 1846, 1640, 2081]
